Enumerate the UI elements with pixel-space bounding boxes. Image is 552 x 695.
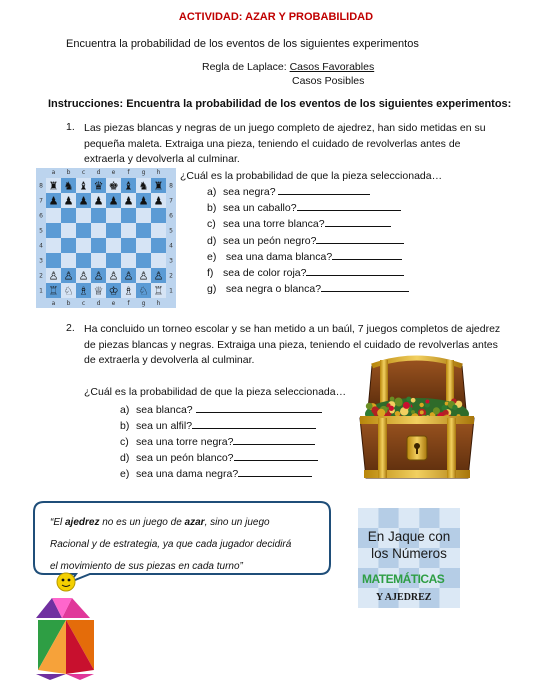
chess-piece: ♟: [78, 194, 89, 208]
laplace-numerator: Casos Favorables: [289, 61, 375, 73]
laplace-rule: [202, 61, 374, 73]
board-square: [151, 238, 166, 253]
board-square: [61, 208, 76, 223]
chess-piece: ♗: [123, 284, 134, 298]
board-square: [106, 223, 121, 238]
chess-piece: ♟: [138, 194, 149, 208]
chess-piece: ♙: [93, 269, 104, 283]
chess-piece: ♟: [123, 194, 134, 208]
board-square: [91, 253, 106, 268]
answer-blank[interactable]: [192, 419, 316, 429]
chess-piece: ♙: [63, 269, 74, 283]
problem2-question: ¿Cuál es la probabilidad de que la pieza seleccionada…: [84, 386, 347, 398]
board-rank-label: 1: [169, 287, 173, 295]
treasure-gem: [366, 403, 373, 410]
treasure-gem: [419, 403, 423, 407]
option-row: e) sea una dama negra?: [120, 466, 322, 482]
problem2-number: 2.: [66, 322, 75, 334]
option-row: d) sea un peón blanco?: [120, 450, 322, 466]
chess-piece: ♕: [93, 284, 104, 298]
quote-line-2: Racional y de estrategia, ya que cada jugador decidirá: [50, 539, 292, 550]
subtitle: Encuentra la probabilidad de los eventos de los siguientes experimentos: [66, 38, 419, 50]
chess-piece: ♗: [78, 284, 89, 298]
board-file-label: b: [66, 300, 71, 307]
treasure-gem: [411, 410, 415, 414]
logo-line-3: MATEMÁTICAS: [362, 572, 445, 586]
chessboard-image: [36, 168, 176, 308]
answer-blank[interactable]: [321, 282, 409, 292]
board-file-label: a: [51, 169, 56, 176]
board-square: [61, 223, 76, 238]
board-file-label: d: [96, 300, 101, 307]
option-row: c) sea una torre blanca?: [207, 216, 409, 232]
treasure-gem: [395, 411, 401, 417]
board-file-label: g: [141, 169, 146, 176]
treasure-gem: [452, 405, 457, 410]
treasure-gem: [441, 405, 447, 411]
problem1-text: Las piezas blancas y negras de un juego completo de ajedrez, han sido metidas en su pequeña maleta. Extraiga una pieza, teniendo el cuidado de revolverlas antes de extraerla y devolverla al culminar.: [84, 122, 486, 165]
logo-square: [378, 508, 398, 528]
option-row: g) sea negra o blanca?: [207, 281, 409, 297]
board-rank-label: 4: [39, 242, 43, 250]
board-file-label: f: [127, 300, 130, 307]
board-rank-label: 6: [169, 212, 173, 220]
board-square: [106, 238, 121, 253]
board-file-label: e: [111, 300, 116, 307]
option-row: e) sea una dama blanca?: [207, 249, 409, 265]
board-square: [151, 253, 166, 268]
treasure-gem: [406, 397, 411, 402]
chess-piece: ♚: [108, 179, 119, 193]
board-square: [136, 223, 151, 238]
chess-piece: ♟: [108, 194, 119, 208]
board-file-label: d: [96, 169, 101, 176]
chess-piece: ♞: [63, 179, 74, 193]
answer-blank[interactable]: [238, 467, 312, 477]
board-file-label: f: [127, 169, 130, 176]
chess-piece: ♜: [48, 179, 59, 193]
board-rank-label: 1: [39, 287, 43, 295]
board-square: [136, 253, 151, 268]
board-square: [46, 238, 61, 253]
chess-piece: ♙: [123, 269, 134, 283]
chess-piece: ♘: [63, 284, 74, 298]
board-file-label: c: [81, 169, 86, 176]
board-file-label: h: [156, 169, 161, 176]
logo-line-4: Y AJEDREZ: [376, 592, 432, 603]
answer-blank[interactable]: [297, 201, 401, 211]
board-square: [151, 208, 166, 223]
chess-piece: ♖: [48, 284, 59, 298]
board-rank-label: 4: [169, 242, 173, 250]
chess-piece: ♙: [48, 269, 59, 283]
option-row: b) sea un caballo?: [207, 200, 409, 216]
board-rank-label: 8: [169, 182, 173, 190]
chess-piece: ♖: [153, 284, 164, 298]
board-rank-label: 3: [39, 257, 43, 265]
board-square: [106, 253, 121, 268]
laplace-label: Regla de Laplace:: [202, 61, 287, 73]
board-rank-label: 5: [169, 227, 173, 235]
treasure-chest-image: [350, 352, 484, 486]
board-rank-label: 2: [169, 272, 173, 280]
page-title: ACTIVIDAD: AZAR Y PROBABILIDAD: [178, 11, 374, 23]
board-rank-label: 7: [39, 197, 43, 205]
quote-text: [50, 512, 291, 578]
board-rank-label: 2: [39, 272, 43, 280]
board-square: [46, 253, 61, 268]
board-file-label: g: [141, 300, 146, 307]
chess-piece: ♟: [48, 194, 59, 208]
instructions: Instrucciones: Encuentra la probabilidad de los eventos de los siguientes experimentos:: [48, 98, 512, 110]
problem2-text: Ha concluido un torneo escolar y se han metido a un baúl, 7 juegos completos de ajedrez de piezas blancas y negras. Extraiga una pieza, teniendo el cuidado de revolverlas antes de extraerla y devolverla al culminar.: [84, 323, 501, 366]
board-file-label: e: [111, 169, 116, 176]
board-rank-label: 6: [39, 212, 43, 220]
logo-line-1: En Jaque con: [367, 529, 451, 544]
chess-piece: ♙: [153, 269, 164, 283]
chess-piece: ♟: [93, 194, 104, 208]
board-rank-label: 3: [169, 257, 173, 265]
board-square: [121, 238, 136, 253]
board-rank-label: 7: [169, 197, 173, 205]
answer-blank[interactable]: [316, 234, 404, 244]
tangram-figure-image: [32, 570, 98, 680]
board-square: [76, 208, 91, 223]
chess-piece: ♝: [123, 179, 134, 193]
problem1-number: 1.: [66, 121, 75, 133]
quote-line-3: el movimiento de sus piezas en cada turno”: [50, 561, 243, 572]
board-square: [121, 253, 136, 268]
board-rank-label: 8: [39, 182, 43, 190]
board-square: [46, 208, 61, 223]
board-square: [121, 223, 136, 238]
answer-blank[interactable]: [233, 435, 315, 445]
chess-piece: ♟: [153, 194, 164, 208]
board-square: [61, 238, 76, 253]
chess-piece: ♙: [138, 269, 149, 283]
logo-square: [419, 508, 439, 528]
treasure-gem: [389, 406, 394, 411]
board-square: [46, 223, 61, 238]
chess-piece: ♟: [63, 194, 74, 208]
chess-piece: ♝: [78, 179, 89, 193]
answer-blank[interactable]: [196, 403, 322, 413]
board-square: [136, 208, 151, 223]
quote-line-1: “El ajedrez no es un juego de azar, sino un juego: [50, 517, 270, 528]
option-row: c) sea una torre negra?: [120, 434, 322, 450]
treasure-gem: [403, 402, 410, 409]
board-square: [76, 223, 91, 238]
chess-piece: ♛: [93, 179, 104, 193]
answer-blank[interactable]: [306, 266, 404, 276]
option-row: a) sea blanca?: [120, 402, 322, 418]
board-file-label: h: [156, 300, 161, 307]
chess-piece: ♘: [138, 284, 149, 298]
laplace-denominator: Casos Posibles: [292, 75, 365, 87]
logo-square: [440, 508, 460, 528]
answer-blank[interactable]: [332, 250, 402, 260]
logo-square: [440, 588, 460, 608]
treasure-gem: [411, 398, 416, 403]
board-file-label: b: [66, 169, 71, 176]
board-file-label: a: [51, 300, 56, 307]
treasure-gem: [390, 397, 395, 402]
logo-square: [399, 508, 419, 528]
option-row: d) sea un peón negro?: [207, 233, 409, 249]
logo: [358, 508, 460, 608]
board-rank-label: 5: [39, 227, 43, 235]
chess-piece: ♙: [108, 269, 119, 283]
option-row: f) sea de color roja?: [207, 265, 409, 281]
board-square: [91, 238, 106, 253]
treasure-gem: [433, 407, 440, 414]
board-square: [121, 208, 136, 223]
chess-piece: ♔: [108, 284, 119, 298]
treasure-gem: [420, 410, 424, 414]
answer-blank[interactable]: [234, 451, 318, 461]
treasure-gem: [425, 399, 429, 403]
board-square: [151, 223, 166, 238]
board-square: [91, 223, 106, 238]
option-row: a) sea negra?: [207, 184, 409, 200]
chess-piece: ♙: [78, 269, 89, 283]
chess-piece: ♜: [153, 179, 164, 193]
board-square: [61, 253, 76, 268]
chess-piece: ♞: [138, 179, 149, 193]
answer-blank[interactable]: [278, 185, 370, 195]
problem1-options: [207, 184, 409, 297]
board-square: [76, 238, 91, 253]
board-square: [76, 253, 91, 268]
board-square: [106, 208, 121, 223]
logo-square: [358, 508, 378, 528]
board-file-label: c: [81, 300, 86, 307]
option-row: b) sea un alfil?: [120, 418, 322, 434]
answer-blank[interactable]: [325, 217, 391, 227]
problem1-question: ¿Cuál es la probabilidad de que la pieza seleccionada…: [180, 170, 443, 182]
board-square: [136, 238, 151, 253]
problem2-options: [120, 402, 322, 482]
treasure-gem: [395, 399, 402, 406]
treasure-gem: [377, 409, 385, 417]
logo-line-2: los Números: [371, 546, 447, 561]
board-square: [91, 208, 106, 223]
